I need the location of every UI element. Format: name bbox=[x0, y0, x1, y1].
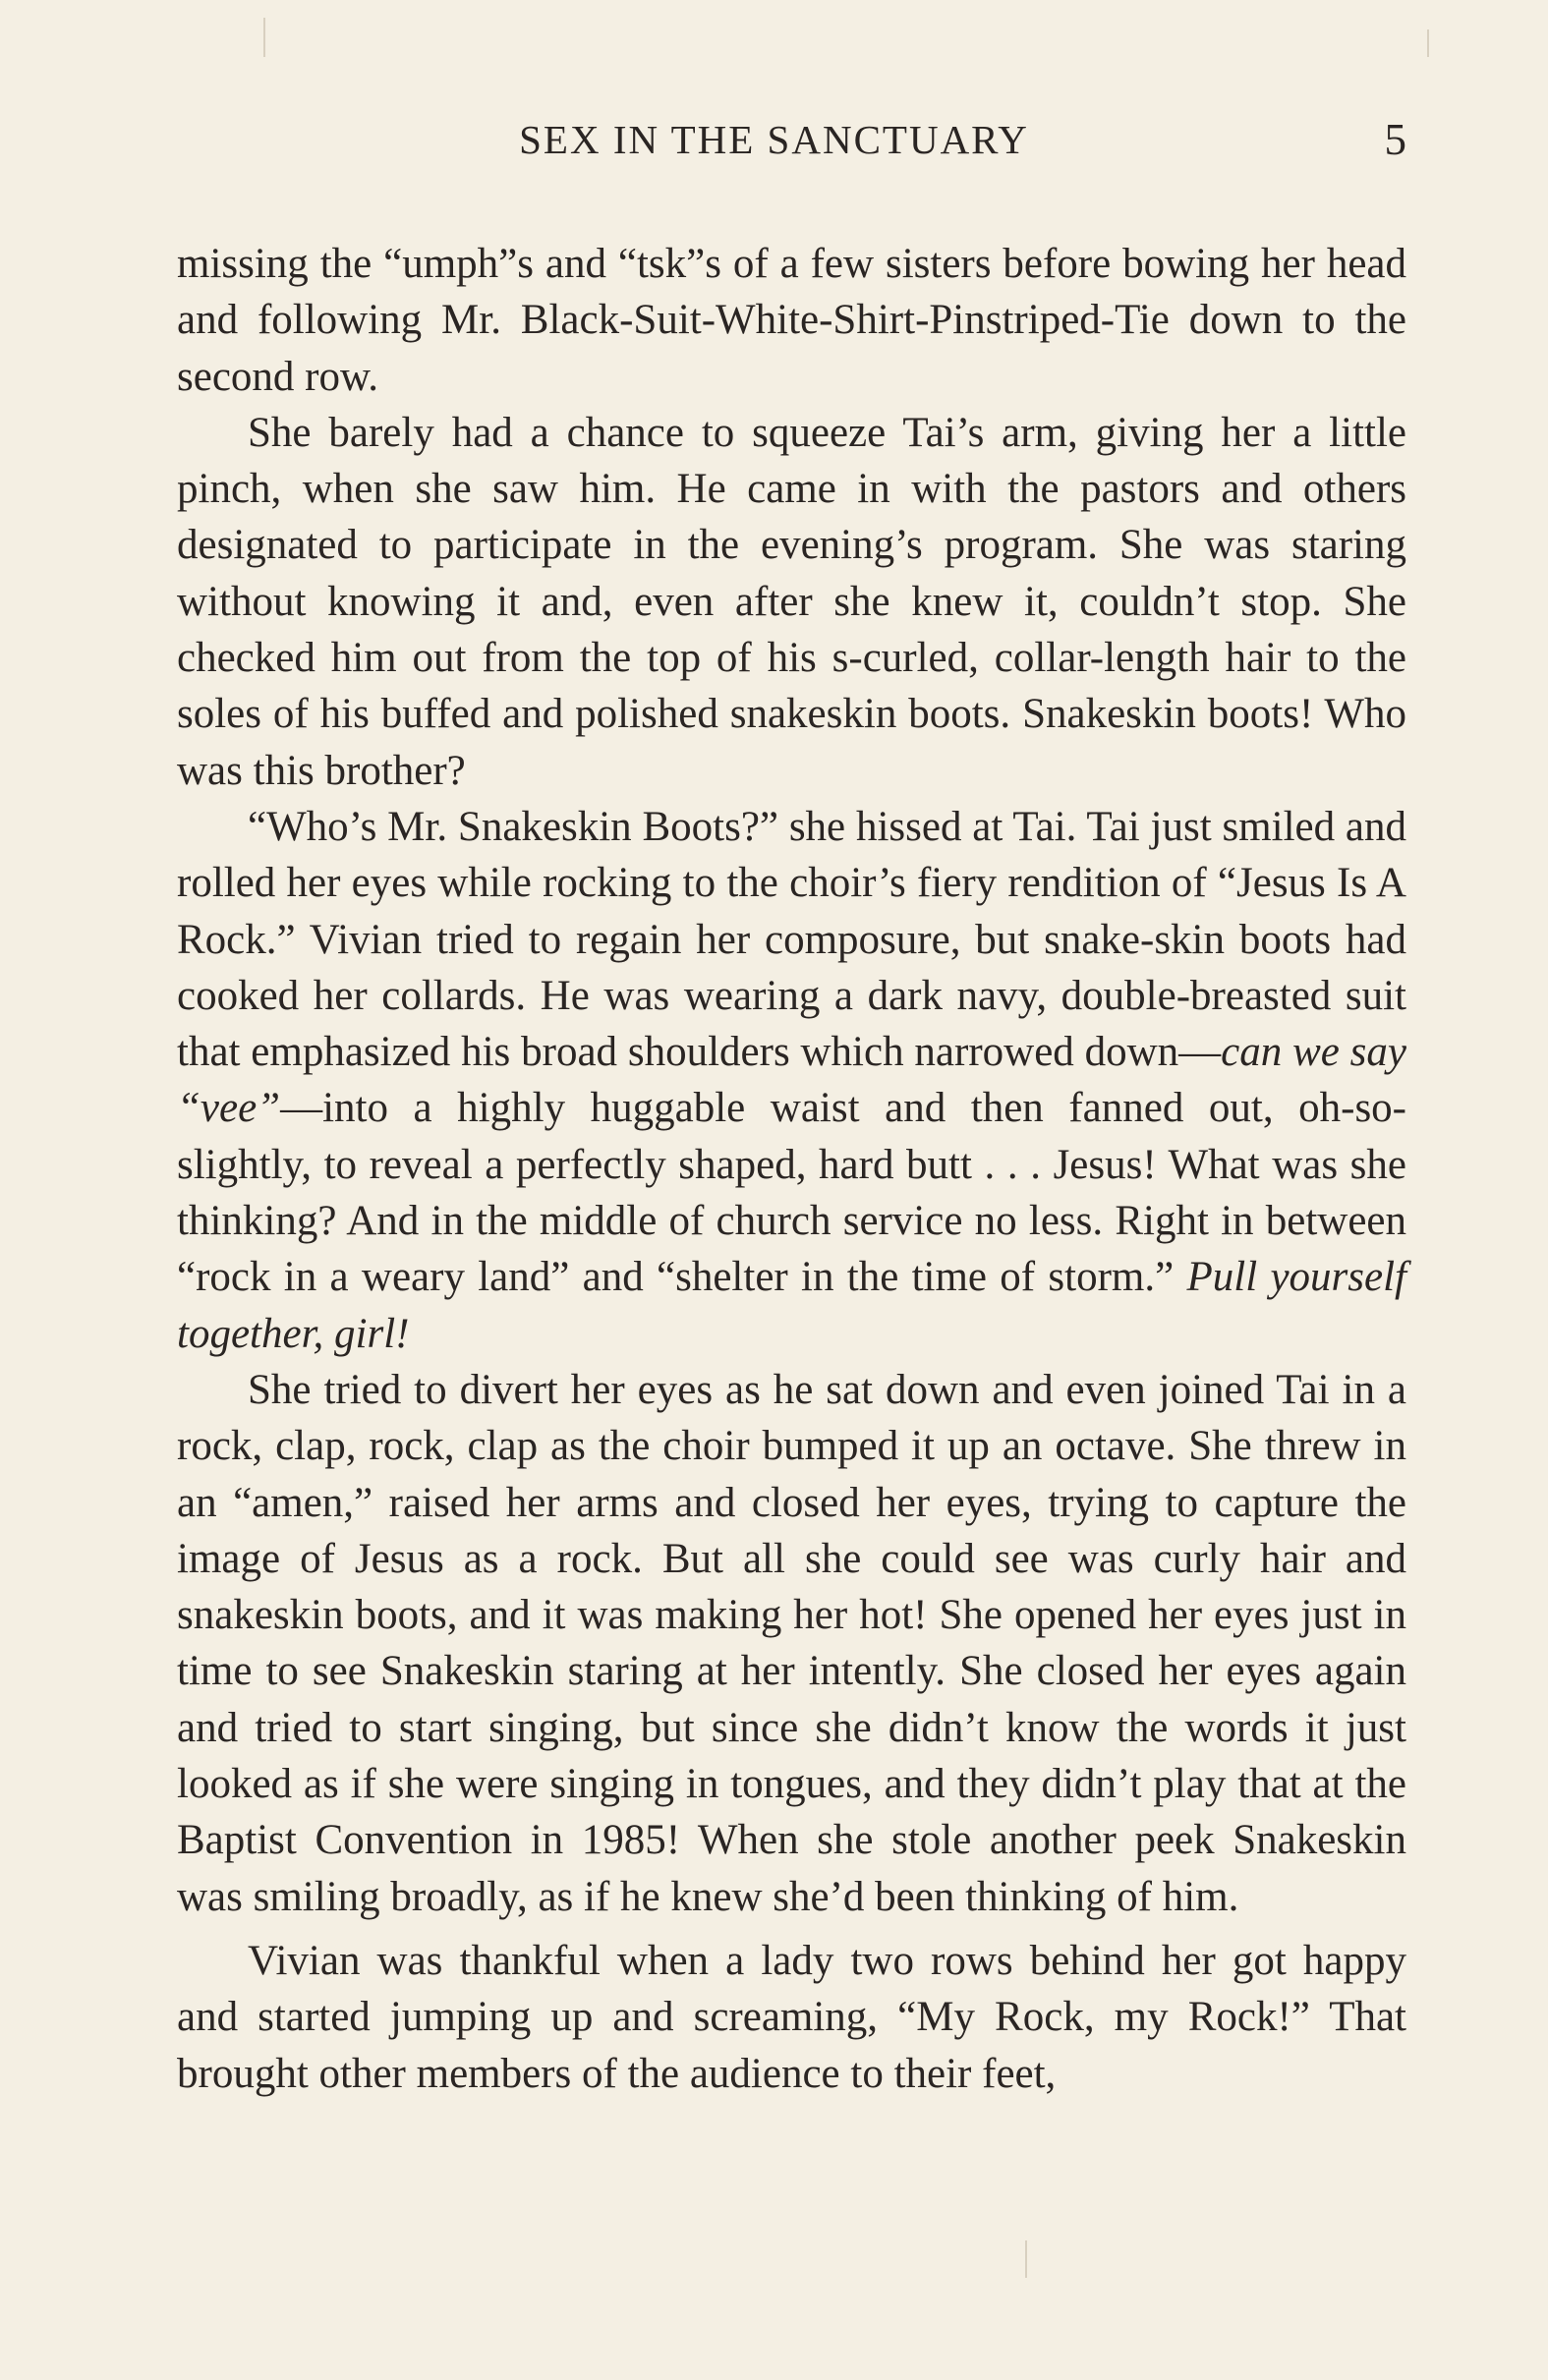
running-head bbox=[0, 110, 1548, 169]
paper-speck bbox=[1025, 2240, 1027, 2278]
paper-speck bbox=[1427, 29, 1429, 57]
paragraph-2 bbox=[177, 405, 1406, 799]
paragraph-3-text-a: “Who’s Mr. Snakeskin Boots?” she hissed at Tai. Tai just smiled and rolled her eyes while rocking to the choir’s fiery rendition of “Jesus Is A Rock.” Vivian tried to regain her composure, but snake-skin boots had cooked her collards. He was wearing a dark navy, double-breasted suit that emphasized his broad shoulders which narrowed down— bbox=[177, 803, 1406, 1076]
body-text bbox=[177, 236, 1406, 2102]
paragraph-5 bbox=[177, 1933, 1406, 2102]
paragraph-2-text: She barely had a chance to squeeze Tai’s arm, giving her a little pinch, when she saw him. He came in with the pastors and others designated to participate in the evening’s program. She was staring without knowing it and, even after she knew it, couldn’t stop. She checked him out from the top of his s-curled, collar-length hair to the soles of his buffed and polished snakeskin boots. Snakeskin boots! Who was this brother? bbox=[177, 409, 1406, 794]
page-number: 5 bbox=[1384, 115, 1406, 164]
paragraph-4-text: She tried to divert her eyes as he sat down and even joined Tai in a rock, clap, rock, clap as the choir bumped it up an octave. She threw in an “amen,” raised her arms and closed her eyes, trying to capture the image of Jesus as a rock. But all she could see was curly hair and snakeskin boots, and it was making her hot! She opened her eyes just in time to see Snakeskin staring at her intently. She closed her eyes again and tried to start singing, but since she didn’t know the words it just looked as if she were singing in tongues, and they didn’t play that at the Baptist Convention in 1985! When she stole another peek Snakeskin was smiling broadly, as if he knew she’d been thinking of him. bbox=[177, 1366, 1406, 1920]
paragraph-3-italic-pull: Pull yourself together, girl! bbox=[177, 1254, 1406, 1357]
paragraph-3-text-b: —into a highly huggable waist and then fanned out, oh-so-slightly, to reveal a perfectly shaped, hard butt . . . Jesus! What was she thinking? And in the middle of church service no less. Right in between “rock in a weary land” and “shelter in the time of storm.” bbox=[177, 1085, 1406, 1301]
running-title: SEX IN THE SANCTUARY bbox=[519, 117, 1029, 162]
paragraph-4 bbox=[177, 1362, 1406, 1925]
paragraph-1 bbox=[177, 236, 1406, 405]
paragraph-1-text: missing the “umph”s and “tsk”s of a few sisters before bowing her head and following Mr. Black-Suit-White-Shirt-Pinstriped-Tie down to the second row. bbox=[177, 241, 1406, 400]
paragraph-5-text: Vivian was thankful when a lady two rows behind her got happy and started jumping up and screaming, “My Rock, my Rock!” That brought other members of the audience to their feet, bbox=[177, 1937, 1406, 2097]
paragraph-3-italic-vee: can we say “vee” bbox=[177, 1029, 1407, 1132]
paper-speck bbox=[263, 18, 265, 57]
paragraph-3 bbox=[177, 799, 1406, 1362]
